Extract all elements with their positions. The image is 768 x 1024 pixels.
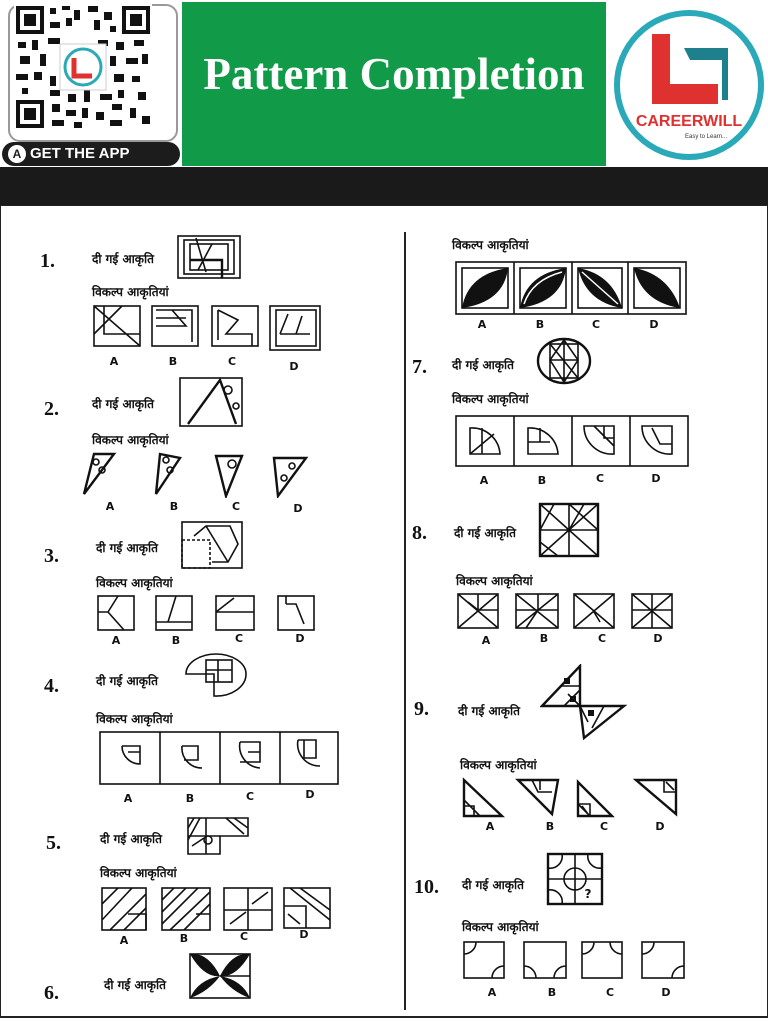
option-label-d: D	[305, 788, 315, 801]
option-label-b: B	[547, 986, 557, 999]
question-number: 10.	[414, 876, 439, 898]
options-label: विकल्प आकृतियां	[452, 238, 529, 252]
given-figure-label: दी गई आकृति	[454, 526, 516, 540]
option-label-c: C	[227, 355, 237, 368]
q4-given-figure	[184, 652, 248, 698]
option-label-b: B	[185, 792, 195, 805]
option-label-b: B	[171, 634, 181, 647]
option-label-a: A	[477, 318, 487, 331]
given-figure-label: दी गई आकृति	[458, 704, 520, 718]
option-label-a: A	[119, 934, 129, 947]
options-label: विकल्प आकृतियां	[96, 712, 173, 726]
q7-option-figures	[454, 414, 690, 468]
question-number: 9.	[414, 698, 429, 720]
careerwill-logo	[610, 4, 768, 166]
option-label-a: A	[105, 500, 115, 513]
given-figure-label: दी गई आकृति	[92, 397, 154, 411]
option-label-d: D	[295, 632, 305, 645]
option-label-d: D	[299, 928, 309, 941]
option-label-d: D	[661, 986, 671, 999]
option-label-c: C	[591, 318, 601, 331]
option-label-d: D	[289, 360, 299, 373]
qr-code-icon[interactable]	[14, 4, 152, 130]
q5-given-figure	[186, 810, 250, 856]
option-label-c: C	[599, 820, 609, 833]
options-label: विकल्प आकृतियां	[96, 576, 173, 590]
options-label: विकल्प आकृतियां	[462, 920, 539, 934]
option-label-a: A	[487, 986, 497, 999]
q6-option-figures	[454, 260, 688, 316]
option-label-a: A	[123, 792, 133, 805]
bottom-border	[0, 1016, 768, 1018]
given-figure-label: दी गई आकृति	[96, 674, 158, 688]
option-label-d: D	[649, 318, 659, 331]
option-label-d: D	[655, 820, 665, 833]
options-label: विकल्प आकृतियां	[92, 285, 169, 299]
question-number: 4.	[44, 675, 59, 697]
question-number: 1.	[40, 250, 55, 272]
brand-name: CAREERWILL	[635, 113, 743, 130]
column-divider	[404, 232, 406, 1010]
get-the-app-label: GET THE APP	[30, 145, 130, 162]
option-label-b: B	[179, 932, 189, 945]
q2-option-figures	[80, 448, 314, 498]
question-number: 7.	[412, 356, 427, 378]
option-label-c: C	[234, 632, 244, 645]
given-figure-label: दी गई आकृति	[462, 878, 524, 892]
q6-given-figure	[188, 952, 252, 1000]
q3-given-figure	[180, 520, 244, 570]
q7-given-figure	[536, 336, 592, 386]
q3-option-figures	[96, 594, 320, 634]
option-label-a: A	[485, 820, 495, 833]
question-number: 6.	[44, 982, 59, 1004]
header-black-bar	[0, 167, 768, 205]
q10-given-figure	[546, 852, 604, 906]
options-label: विकल्प आकृतियां	[452, 392, 529, 406]
question-number: 5.	[46, 832, 61, 854]
q8-given-figure	[538, 502, 600, 558]
option-label-b: B	[168, 355, 178, 368]
given-figure-label: दी गई आकृति	[92, 252, 154, 266]
question-number: 2.	[44, 398, 59, 420]
option-label-a: A	[109, 355, 119, 368]
q9-given-figure	[540, 664, 628, 740]
option-label-b: B	[535, 318, 545, 331]
options-label: विकल्प आकृतियां	[100, 866, 177, 880]
option-label-c: C	[597, 632, 607, 645]
given-figure-label: दी गई आकृति	[100, 832, 162, 846]
page-title: Pattern Completion	[203, 49, 585, 99]
options-label: विकल्प आकृतियां	[460, 758, 537, 772]
app-badge-icon: A	[8, 145, 26, 163]
q4-option-figures	[98, 730, 340, 786]
brand-tagline: Easy to Learn...	[684, 134, 728, 140]
q1-given-figure	[176, 234, 242, 280]
q5-option-figures	[100, 884, 334, 934]
option-label-b: B	[545, 820, 555, 833]
option-label-d: D	[293, 502, 303, 515]
option-label-c: C	[239, 930, 249, 943]
given-figure-label: दी गई आकृति	[452, 358, 514, 372]
q2-given-figure	[178, 376, 244, 428]
question-number: 3.	[44, 545, 59, 567]
option-label-b: B	[539, 632, 549, 645]
get-the-app-button[interactable]	[2, 142, 180, 166]
option-label-c: C	[595, 472, 605, 485]
q1-option-figures	[92, 304, 324, 352]
question-number: 8.	[412, 522, 427, 544]
option-label-c: C	[245, 790, 255, 803]
option-label-a: A	[479, 474, 489, 487]
option-label-c: C	[605, 986, 615, 999]
option-label-b: B	[169, 500, 179, 513]
option-label-a: A	[481, 634, 491, 647]
option-label-a: A	[111, 634, 121, 647]
option-label-b: B	[537, 474, 547, 487]
option-label-d: D	[651, 472, 661, 485]
options-label: विकल्प आकृतियां	[92, 433, 169, 447]
given-figure-label: दी गई आकृति	[96, 541, 158, 555]
option-label-d: D	[653, 632, 663, 645]
question-mark: ?	[584, 887, 592, 901]
q8-option-figures	[456, 592, 676, 630]
q10-option-figures	[462, 940, 690, 982]
given-figure-label: दी गई आकृति	[104, 978, 166, 992]
options-label: विकल्प आकृतियां	[456, 574, 533, 588]
q9-option-figures	[460, 776, 682, 820]
option-label-c: C	[231, 500, 241, 513]
